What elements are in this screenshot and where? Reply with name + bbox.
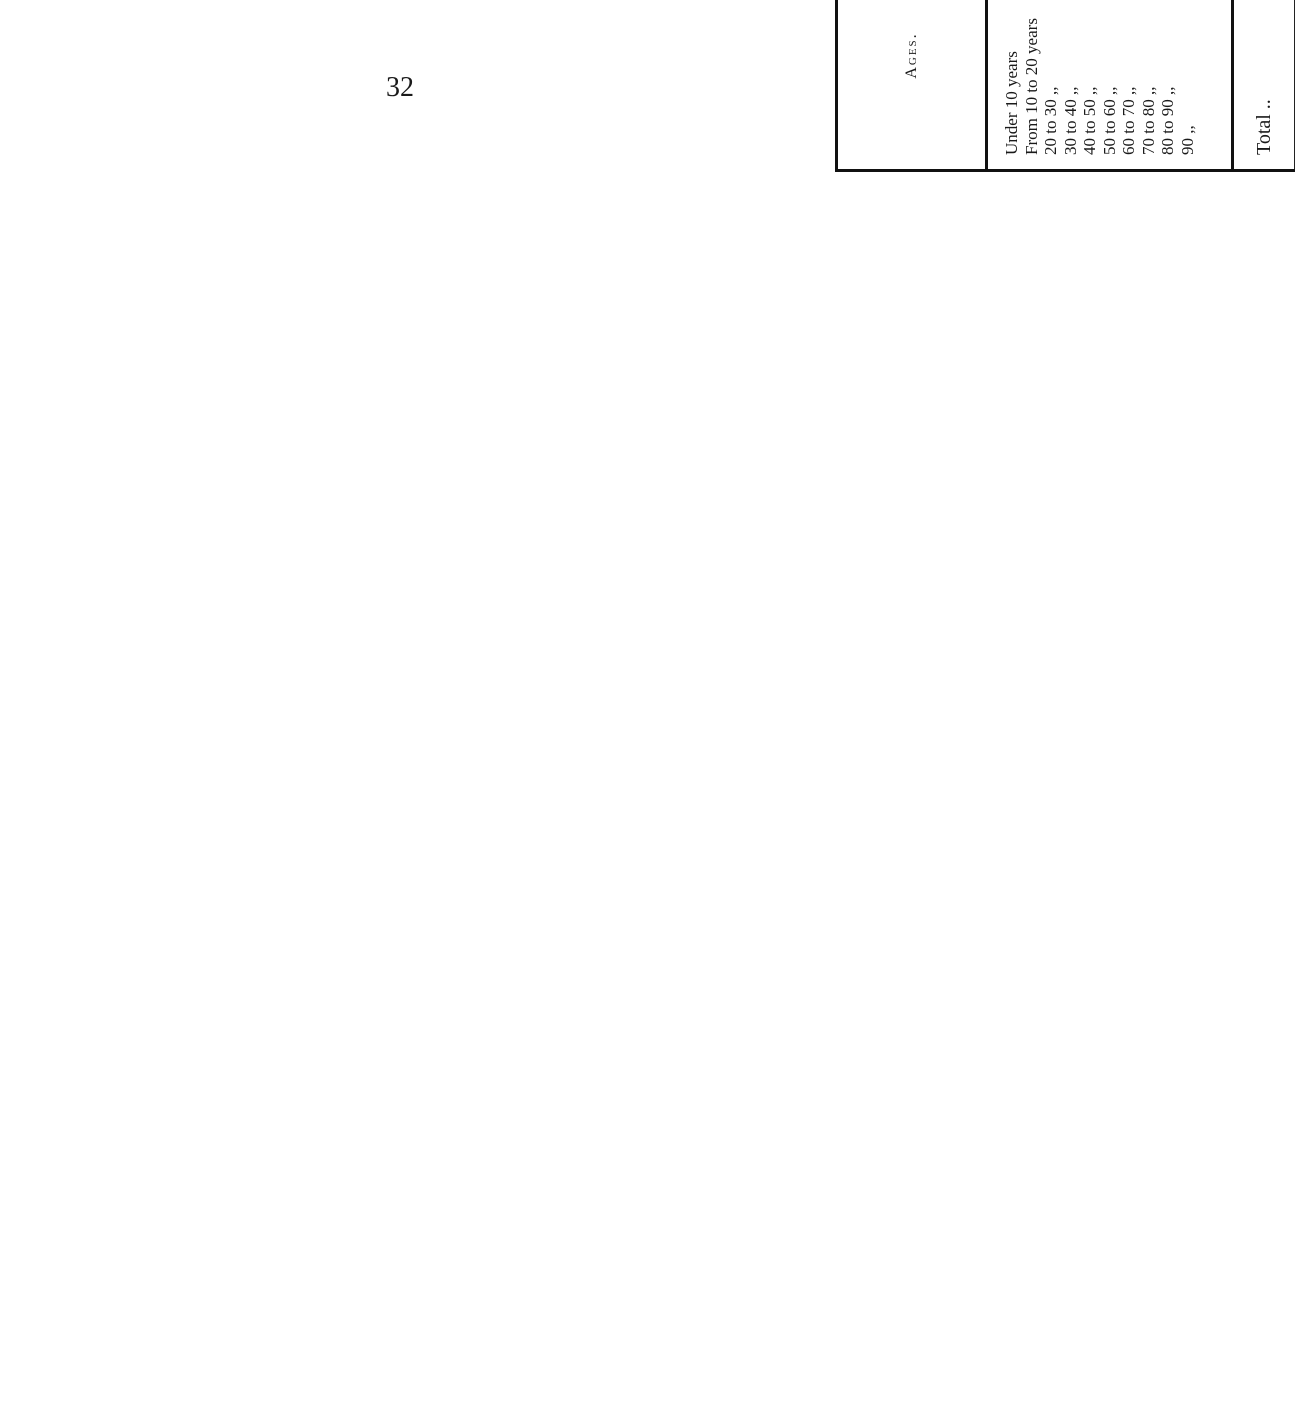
table-cell: 80 to 90 ,, [1158, 86, 1177, 155]
table-caption [756, 0, 783, 172]
table-cell: 90 ,, [1177, 125, 1197, 155]
total-label: Total .. [1233, 0, 1295, 171]
table-cell: 30 to 40 ,, [1060, 86, 1080, 155]
table-cell: From 10 to 20 years [1021, 18, 1041, 155]
table-cell: 40 to 50 ,, [1080, 86, 1099, 155]
table-cell: 20 to 30 ,, [1041, 86, 1060, 155]
rotated-table-stage [700, 0, 1300, 172]
table-cell: 50 to 60 ,, [1099, 86, 1119, 155]
table-title [708, 0, 742, 172]
table-cell: 70 to 80 ,, [1138, 86, 1158, 155]
table-cell: Under 10 years [1002, 51, 1021, 155]
title-block [700, 0, 830, 172]
page-number: 32 [386, 72, 414, 103]
ages-table [835, 0, 1295, 172]
table-cell: 60 to 70 ,, [1119, 86, 1138, 155]
ages-header: Ages. [837, 0, 987, 171]
table-frame [835, 0, 1295, 172]
age-groups-cell [987, 0, 1233, 171]
